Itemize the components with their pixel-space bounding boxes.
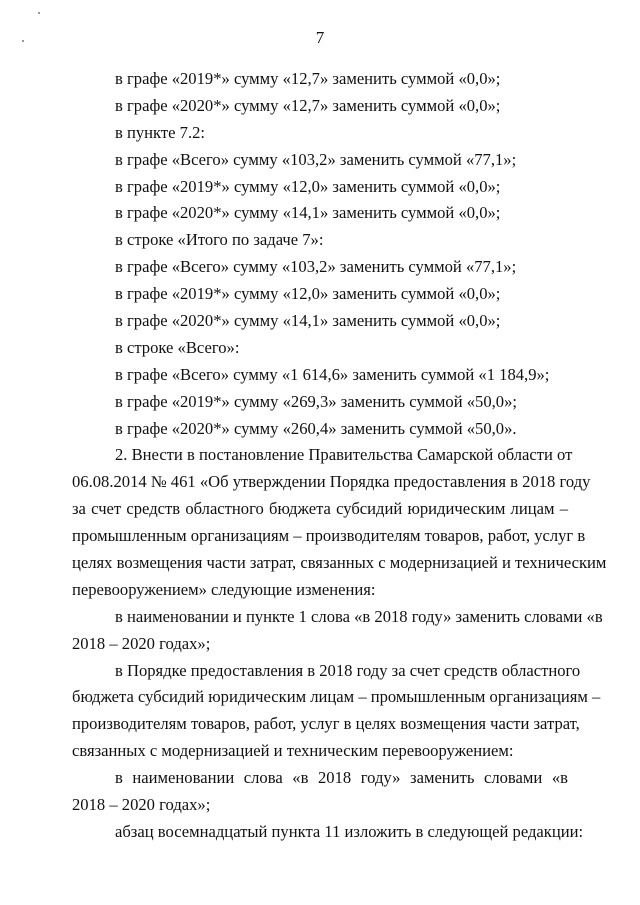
text-line: в графе «2019*» сумму «12,0» заменить суммой «0,0»; (115, 284, 501, 304)
text-line: в графе «2019*» сумму «12,0» заменить суммой «0,0»; (115, 176, 501, 196)
text-line: в наименовании слова «в 2018 году» заменить словами «в (115, 768, 568, 788)
text-line: 06.08.2014 № 461 «Об утверждении Порядка предоставления в 2018 году (72, 472, 591, 492)
text-line: в графе «2019*» сумму «269,3» заменить суммой «50,0»; (115, 391, 518, 411)
text-line: в пункте 7.2: (115, 122, 206, 142)
text-line: промышленным организациям – производителям товаров, работ, услуг в (72, 526, 586, 546)
text-line: бюджета субсидий юридическим лицам – промышленным организациям – (72, 687, 601, 707)
text-line: 2018 – 2020 годах»; (72, 795, 211, 815)
text-line: в графе «Всего» сумму «1 614,6» заменить суммой «1 184,9»; (115, 364, 550, 384)
text-line: в строке «Всего»: (115, 337, 240, 357)
text-line: в графе «2020*» сумму «12,7» заменить суммой «0,0»; (115, 95, 501, 115)
text-line: в графе «2020*» сумму «14,1» заменить суммой «0,0»; (115, 203, 501, 223)
text-line: абзац восемнадцатый пункта 11 изложить в следующей редакции: (115, 821, 584, 841)
text-line: в графе «2019*» сумму «12,7» заменить суммой «0,0»; (115, 69, 501, 88)
text-line: в графе «Всего» сумму «103,2» заменить суммой «77,1»; (115, 257, 517, 277)
text-line: в графе «Всего» сумму «103,2» заменить суммой «77,1»; (115, 149, 517, 169)
text-line: в графе «2020*» сумму «14,1» заменить суммой «0,0»; (115, 311, 501, 331)
text-line: связанных с модернизацией и техническим перевооружением: (72, 741, 514, 761)
text-line: в наименовании и пункте 1 слова «в 2018 году» заменить словами «в (115, 606, 603, 626)
scan-speck (38, 12, 40, 14)
text-line: производителям товаров, работ, услуг в целях возмещения части затрат, (72, 714, 580, 734)
text-line: за счет средств областного бюджета субсидий юридическим лицам – (72, 499, 568, 519)
text-line: в строке «Итого по задаче 7»: (115, 230, 324, 250)
text-line: 2. Внести в постановление Правительства Самарской области от (115, 445, 573, 465)
text-line: перевооружением» следующие изменения: (72, 579, 376, 599)
text-line: 2018 – 2020 годах»; (72, 633, 211, 653)
text-line: в графе «2020*» сумму «260,4» заменить суммой «50,0». (115, 418, 517, 438)
document-body (72, 66, 607, 846)
page-number: 7 (315, 28, 325, 47)
text-line: в Порядке предоставления в 2018 году за счет средств областного (115, 660, 581, 680)
text-line: целях возмещения части затрат, связанных с модернизацией и техническим (72, 553, 607, 573)
